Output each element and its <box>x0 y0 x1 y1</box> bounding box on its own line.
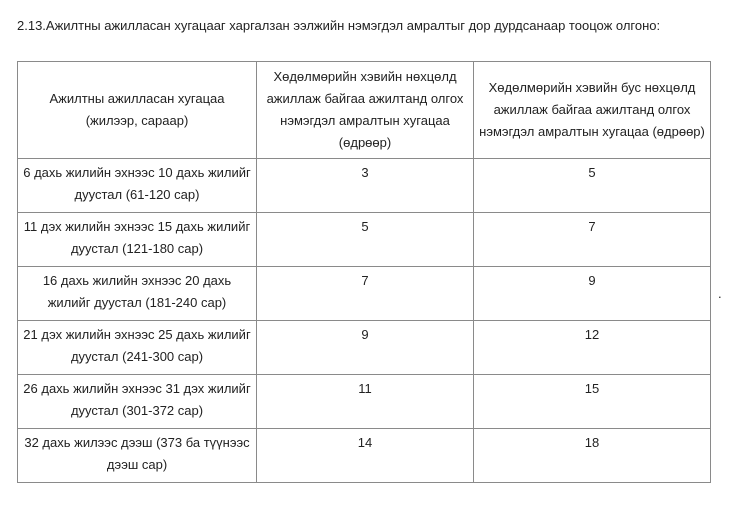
normal-days-cell: 3 <box>257 159 474 213</box>
work-period-cell: 32 дахь жилээс дээш (373 ба түүнээс дээш сар) <box>18 429 257 483</box>
section-heading: 2.13.Ажилтны ажилласан хугацааг харгалзан ээлжийн нэмэгдэл амралтыг дор дурдсанаар тооцож олгоно: <box>17 18 661 33</box>
abnormal-days-cell: 15 <box>474 375 711 429</box>
header-normal-conditions-days: Хөдөлмөрийн хэвийн нөхцөлд ажиллаж байгаа ажилтанд олгох нэмэгдэл амралтын хугацаа (өдрөөр) <box>257 62 474 159</box>
table-row <box>18 267 711 321</box>
trailing-period: . <box>718 286 722 301</box>
table-row <box>18 159 711 213</box>
work-period-cell: 26 дахь жилийн эхнээс 31 дэх жилийг дуустал (301-372 сар) <box>18 375 257 429</box>
table-row <box>18 375 711 429</box>
work-period-cell: 6 дахь жилийн эхнээс 10 дахь жилийг дуустал (61-120 сар) <box>18 159 257 213</box>
normal-days-cell: 7 <box>257 267 474 321</box>
table-header-row <box>18 62 711 159</box>
work-period-cell: 16 дахь жилийн эхнээс 20 дахь жилийг дуустал (181-240 сар) <box>18 267 257 321</box>
abnormal-days-cell: 9 <box>474 267 711 321</box>
additional-leave-table <box>17 61 711 483</box>
table-row <box>18 429 711 483</box>
table-row <box>18 321 711 375</box>
normal-days-cell: 14 <box>257 429 474 483</box>
normal-days-cell: 5 <box>257 213 474 267</box>
normal-days-cell: 11 <box>257 375 474 429</box>
work-period-cell: 21 дэх жилийн эхнээс 25 дахь жилийг дуустал (241-300 сар) <box>18 321 257 375</box>
abnormal-days-cell: 12 <box>474 321 711 375</box>
table-row <box>18 213 711 267</box>
header-work-period: Ажилтны ажилласан хугацаа (жилээр, сараар) <box>18 62 257 159</box>
normal-days-cell: 9 <box>257 321 474 375</box>
abnormal-days-cell: 7 <box>474 213 711 267</box>
work-period-cell: 11 дэх жилийн эхнээс 15 дахь жилийг дуустал (121-180 сар) <box>18 213 257 267</box>
abnormal-days-cell: 5 <box>474 159 711 213</box>
header-abnormal-conditions-days: Хөдөлмөрийн хэвийн бус нөхцөлд ажиллаж байгаа ажилтанд олгох нэмэгдэл амралтын хугацаа (өдрөөр) <box>474 62 711 159</box>
abnormal-days-cell: 18 <box>474 429 711 483</box>
